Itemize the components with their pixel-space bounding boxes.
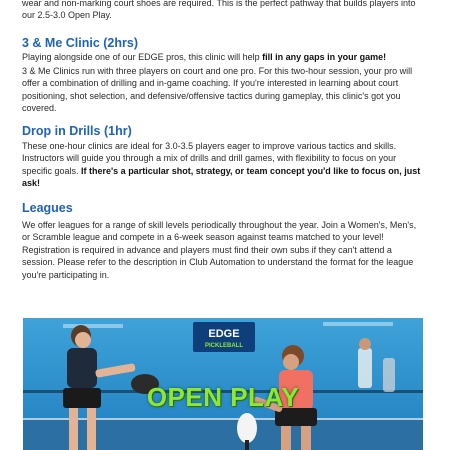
clinic-text: Playing alongside one of our EDGE pros, this clinic will help — [22, 52, 263, 62]
clinic-heading: 3 & Me Clinic (2hrs) — [22, 36, 138, 50]
leagues-heading: Leagues — [22, 201, 73, 215]
open-play-overlay-text: OPEN PLAY — [146, 382, 300, 412]
intro-paragraph: wear and non-marking court shoes are required. This is the perfect pathway that builds players into our 2.5-3.0 Open Play. — [22, 0, 416, 21]
drop-in-paragraph — [22, 140, 422, 190]
leagues-paragraph: We offer leagues for a range of skill levels periodically throughout the year. Join a Women's, Men's, or Scramble league and compete in a 6-week season against teams matched to your level! Registration is required in advance and players must find their own subs if they can't attend a session. Please refer to the description in Club Automation to understand the format for the league you're participating in. — [22, 220, 417, 280]
drop-in-heading: Drop in Drills (1hr) — [22, 124, 132, 138]
clinic-paragraph-2: 3 & Me Clinics run with three players on court and one pro. For this two-hour session, your pro will offer a combination of drilling and in-game coaching. If you're interested in learning about court positioning, shot selection, and defensive/offensive tactics during gameplay, this clinic's got you covered. — [22, 66, 413, 114]
banner-subtitle: PICKLEBALL — [205, 343, 243, 349]
banner-title: EDGE — [208, 328, 240, 340]
clinic-paragraph-1 — [22, 51, 422, 63]
clinic-bold-text: fill in any gaps in your game! — [262, 52, 387, 62]
drop-in-text: These one-hour clinics are ideal for 3.0-3.5 players eager to improve various tactics and skills. Instructors will guide you through a mix of drills and drill games, with flexibility to focus on your specific goals. — [22, 141, 397, 176]
drop-in-bold-text: If there's a particular shot, strategy, or team concept you'd like to focus on, just ask! — [22, 165, 421, 189]
edge-banner — [193, 322, 255, 352]
open-play-photo — [23, 318, 423, 450]
